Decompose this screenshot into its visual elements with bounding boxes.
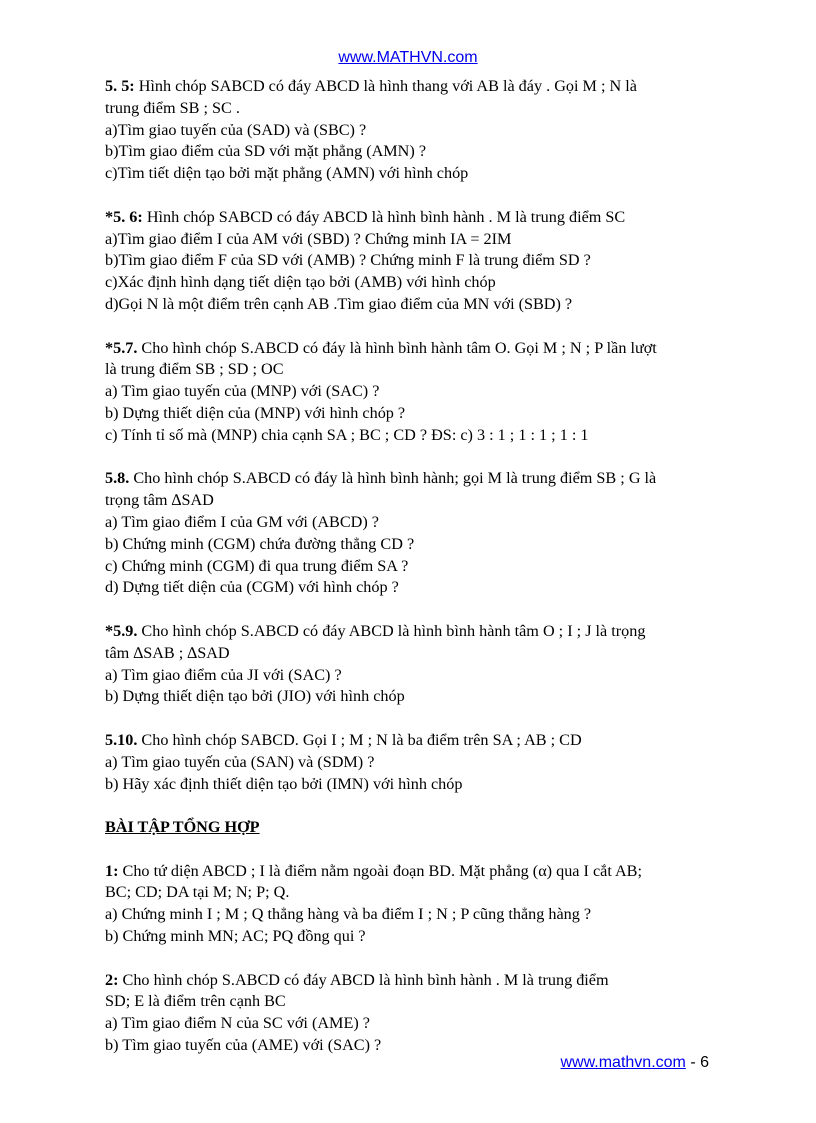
exercise-line xyxy=(105,207,725,229)
exercise-line: a) Chứng minh I ; M ; Q thẳng hàng và ba điểm I ; N ; P cũng thẳng hàng ? xyxy=(105,905,592,924)
exercise-line: a)Tìm giao điểm I của AM với (SBD) ? Chứng minh IA = 2IM xyxy=(105,229,512,248)
exercise-number: *5.9. xyxy=(105,621,138,640)
exercise-line: b) Dựng thiết diện của (MNP) với hình chóp ? xyxy=(105,403,406,422)
exercise-text: Hình chóp SABCD có đáy ABCD là hình thang với AB là đáy . Gọi M ; N là xyxy=(134,77,637,95)
exercise-line: BC; CD; DA tại M; N; P; Q. xyxy=(105,883,290,902)
exercise-line xyxy=(105,970,725,992)
exercise-text: Cho hình chóp S.ABCD có đáy ABCD là hình bình hành . M là trung điểm xyxy=(118,970,609,989)
section-title: BÀI TẬP TỔNG HỢP xyxy=(105,818,260,837)
exercise-line: c) Tính tỉ số mà (MNP) chia cạnh SA ; BC ; CD ? ĐS: c) 3 : 1 ; 1 : 1 ; 1 : 1 xyxy=(105,425,589,444)
exercise-line: c) Chứng minh (CGM) đi qua trung điểm SA ? xyxy=(105,556,409,575)
exercise-line: b) Tìm giao tuyến của (AME) với (SAC) ? xyxy=(105,1036,382,1055)
exercise-line: b) Chứng minh MN; AC; PQ đồng qui ? xyxy=(105,927,366,946)
exercise-text: Cho hình chóp SABCD. Gọi I ; M ; N là ba điểm trên SA ; AB ; CD xyxy=(137,730,582,749)
exercise-line: c)Xác định hình dạng tiết diện tạo bởi (AMB) với hình chóp xyxy=(105,273,496,292)
exercise-list xyxy=(105,76,725,795)
exercise-line: b) Dựng thiết diện tạo bởi (JIO) với hình chóp xyxy=(105,687,405,706)
exercise-line: a) Tìm giao điểm I của GM với (ABCD) ? xyxy=(105,512,379,531)
exercise-block xyxy=(105,207,725,316)
exercise-block xyxy=(105,730,725,795)
exercise-line: tâm ∆SAB ; ∆SAD xyxy=(105,643,230,662)
page-header xyxy=(0,49,816,67)
exercise-block xyxy=(105,861,725,948)
exercise-number: 2: xyxy=(105,970,119,989)
exercise-line: a)Tìm giao tuyến của (SAD) và (SBC) ? xyxy=(105,120,367,139)
exercise-block xyxy=(105,970,725,1057)
exercise-number: 5.10. xyxy=(105,730,138,749)
exercise-block xyxy=(105,76,725,185)
page-content xyxy=(105,76,725,1057)
exercise-number: 1: xyxy=(105,861,119,880)
header-link[interactable]: www.MATHVN.com xyxy=(338,49,478,66)
exercise-text: Hình chóp SABCD có đáy ABCD là hình bình hành . M là trung điểm SC xyxy=(142,207,626,226)
exercise-line: d) Dựng tiết diện của (CGM) với hình chóp ? xyxy=(105,578,399,597)
exercise-line: a) Tìm giao tuyến của (SAN) và (SDM) ? xyxy=(105,752,375,771)
exercise-line: trung điểm SB ; SC . xyxy=(105,98,240,117)
exercise-line xyxy=(105,730,725,752)
exercise-block xyxy=(105,338,725,447)
exercise-text: Cho tứ diện ABCD ; I là điểm nằm ngoài đoạn BD. Mặt phẳng (α) qua I cắt AB; xyxy=(118,861,642,880)
exercise-line: SD; E là điểm trên cạnh BC xyxy=(105,992,286,1011)
exercise-line: a) Tìm giao điểm N của SC với (AME) ? xyxy=(105,1014,370,1033)
exercise-line: a) Tìm giao điểm của JI với (SAC) ? xyxy=(105,665,342,684)
page-footer xyxy=(561,1054,710,1072)
exercise-number: *5. 6: xyxy=(105,207,143,226)
exercise-block xyxy=(105,468,725,599)
exercise-text: Cho hình chóp S.ABCD có đáy là hình bình hành; gọi M là trung điểm SB ; G là xyxy=(129,469,657,488)
exercise-line: là trung điểm SB ; SD ; OC xyxy=(105,360,284,379)
footer-link[interactable]: www.mathvn.com xyxy=(560,1054,686,1071)
exercise-line xyxy=(105,861,725,883)
exercise-line: b) Chứng minh (CGM) chứa đường thẳng CD ? xyxy=(105,534,415,553)
exercise-line xyxy=(105,468,725,490)
exercise-line xyxy=(105,621,725,643)
exercise-block xyxy=(105,621,725,708)
exercise-text: Cho hình chóp S.ABCD có đáy là hình bình hành tâm O. Gọi M ; N ; P lần lượt xyxy=(137,338,657,357)
exercise-line xyxy=(105,76,725,98)
exercise-line: a) Tìm giao tuyến của (MNP) với (SAC) ? xyxy=(105,382,380,401)
exercise-number: 5. 5: xyxy=(105,77,135,95)
exercise-number: *5.7. xyxy=(105,338,138,357)
exercise-line: b) Hãy xác định thiết diện tạo bởi (IMN) với hình chóp xyxy=(105,774,463,793)
exercise-text: Cho hình chóp S.ABCD có đáy ABCD là hình bình hành tâm O ; I ; J là trọng xyxy=(137,621,646,640)
exercise-line xyxy=(105,338,725,360)
exercise-line: b)Tìm giao điểm F của SD với (AMB) ? Chứng minh F là trung điểm SD ? xyxy=(105,251,591,270)
exercise-number: 5.8. xyxy=(105,469,130,488)
exercise-line: d)Gọi N là một điểm trên cạnh AB .Tìm giao điểm của MN với (SBD) ? xyxy=(105,294,573,313)
page-number: - 6 xyxy=(685,1054,709,1071)
exercise-line: b)Tìm giao điểm của SD với mặt phẳng (AMN) ? xyxy=(105,142,426,161)
exercise-line: trọng tâm ∆SAD xyxy=(105,491,214,510)
exercise-line: c)Tìm tiết diện tạo bởi mặt phẳng (AMN) với hình chóp xyxy=(105,164,469,183)
summary-list xyxy=(105,861,725,1057)
